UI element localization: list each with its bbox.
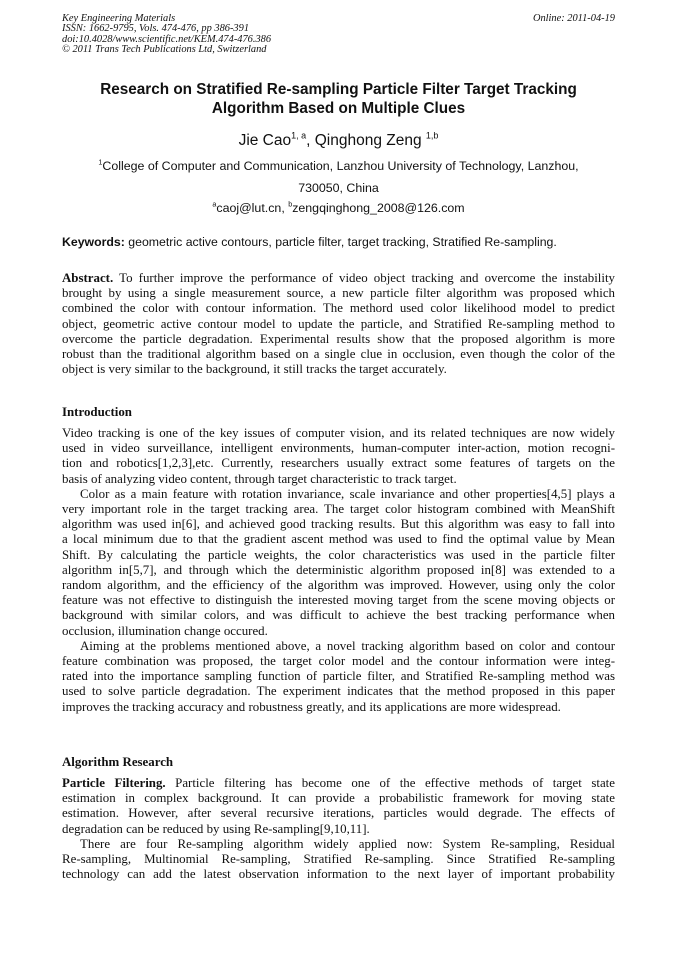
introduction-body: [62, 426, 615, 715]
copyright-line: © 2011 Trans Tech Publications Ltd, Switzerland: [62, 43, 267, 55]
author-name: Qinghong Zeng: [314, 132, 422, 149]
email-address[interactable]: zengqinghong_2008@126.com: [292, 201, 465, 215]
intro-line: Aiming at the problems mentioned above, a novel tracking algorithm based on color and contour: [80, 638, 615, 653]
abstract-line: combined the color with contour information. The methord used color likelihood model to predict: [62, 301, 615, 316]
abstract-line: To further improve the performance of video object tracking and overcome the instability: [113, 271, 615, 285]
title-line: Research on Stratified Re-sampling Particle Filter Target Tracking: [100, 81, 577, 98]
subsection-runin-particle-filtering: Particle Filtering.: [62, 776, 166, 790]
abstract-label: Abstract.: [62, 271, 114, 285]
section-heading-introduction: Introduction: [62, 405, 132, 419]
email-address[interactable]: caoj@lut.cn: [216, 201, 282, 215]
abstract-line: brought by using a single measurement source, a new particle filter algorithm was proposed which: [62, 286, 615, 301]
intro-line: tion and robotics[1,2,3],etc. Currently, researchers usually extract some features of targets on the: [62, 456, 615, 471]
algo-line: Particle filtering has become one of the effective methods of target state: [165, 776, 615, 790]
journal-header: [62, 14, 615, 55]
affiliation-line: 730050, China: [298, 181, 379, 195]
abstract: [62, 271, 615, 377]
online-date: Online: 2011-04-19: [532, 13, 615, 24]
affiliation: [62, 155, 615, 199]
algo-line: There are four Re-sampling algorithm widely applied now: System Re-sampling, Residual: [80, 836, 615, 851]
intro-line: used in video surveillance, intelligent environments, human-computer inter-action, motion recogni-: [62, 441, 615, 456]
algo-line: Re-sampling, Multinomial Re-sampling, Stratified Re-sampling. Since Stratified Re-sampling: [62, 852, 615, 867]
author-list: [62, 131, 615, 151]
section-heading-algorithm-research: Algorithm Research: [62, 755, 174, 769]
algo-line: technology can add the latest observation information to the next layer of important probability: [62, 867, 615, 882]
paper-title: [62, 80, 615, 118]
intro-line: feature was not effective to distinguish the interested moving target from the scene moving objects or: [62, 593, 615, 608]
algo-line: estimation in complex background. It can provide a probabilistic framework for moving state: [62, 791, 615, 806]
intro-line: rated into the importance sampling function of particle filter, and Stratified Re-sampling method was: [62, 669, 615, 684]
abstract-line: overcome the particle degradation. Experimental results show that the proposed algorithm is more: [62, 331, 615, 346]
keywords-text: geometric active contours, particle filter, target tracking, Stratified Re-sampling.: [124, 235, 557, 249]
author-separator: ,: [306, 132, 315, 149]
email-superscript: a: [212, 199, 217, 209]
intro-line: improves the tracking accuracy and robustness greatly, and its applications are more widespread.: [62, 699, 561, 714]
intro-line: a local minimum due to that the gradient ascent method was used to find the optimal value by Mean: [62, 532, 615, 547]
algo-line: degradation can be reduced by using Re-sampling[9,10,11].: [62, 821, 370, 836]
email-separator: ,: [281, 201, 289, 215]
intro-line: algorithm in[5,7], and through which the deterministic algorithm proposed in[8] was extended to a: [62, 562, 615, 577]
title-line: Algorithm Based on Multiple Clues: [211, 100, 466, 117]
keywords-label: Keywords:: [62, 235, 125, 249]
affiliation-superscript: 1: [98, 157, 103, 167]
intro-line: very important role in the target tracking area. The target color histogram combined with MeanShift: [62, 502, 615, 517]
intro-line: feature combination was proposed, the target color model and the contour information were integ-: [62, 654, 615, 669]
algo-line: estimation. However, after several recursive iterations, particles would degrade. The effects of: [62, 806, 615, 821]
intro-line: algorithm was used in[6], and achieved good tracking results. But this algorithm was easy to fall into: [62, 517, 615, 532]
author-superscript: 1,b: [425, 130, 439, 141]
email-superscript: b: [288, 199, 293, 209]
intro-line: background with similar colors, and was difficult to achieve the best tracking performance when: [62, 608, 615, 623]
doi-line: doi:10.4028/www.scientific.net/KEM.474-476.386: [62, 33, 272, 45]
intro-line: used to solve particle degradation. The experiment indicates that the method proposed in this paper: [62, 684, 615, 699]
abstract-line: object, geometric active contour model to update the particle, and Stratified Re-sampling method to: [62, 316, 615, 331]
author-superscript: 1, a: [291, 130, 307, 141]
issn-line: ISSN: 1662-9795, Vols. 474-476, pp 386-391: [62, 23, 250, 35]
affiliation-line: College of Computer and Communication, Lanzhou University of Technology, Lanzhou,: [102, 159, 579, 173]
intro-line: random algorithm, and the efficiency of the algorithm was improved. However, using only the color: [62, 578, 615, 593]
intro-line: Color as a main feature with rotation invariance, scale invariance and other properties[4,5] plays a: [80, 486, 615, 501]
author-name: Jie Cao: [238, 132, 292, 149]
journal-name: Key Engineering Materials: [62, 13, 176, 24]
keywords: [62, 234, 615, 250]
intro-line: Shift. By calculating the particle weights, the color characteristics was used in the particle filter: [62, 547, 615, 562]
intro-line: occlusion, illumination change occured.: [62, 623, 268, 638]
algorithm-research-body: [62, 776, 615, 882]
abstract-line: object is very similar to the background, it still tracks the target accurately.: [62, 362, 447, 377]
intro-line: Video tracking is one of the key issues of computer vision, and its related techniques are now widely: [62, 426, 615, 440]
author-emails: [62, 199, 615, 217]
intro-line: basis of analyzing video content, through target characteristic to track target.: [62, 471, 457, 486]
abstract-line: robust than the traditional algorithm based on a single clue in occlusion, even though the color of the: [62, 347, 615, 362]
